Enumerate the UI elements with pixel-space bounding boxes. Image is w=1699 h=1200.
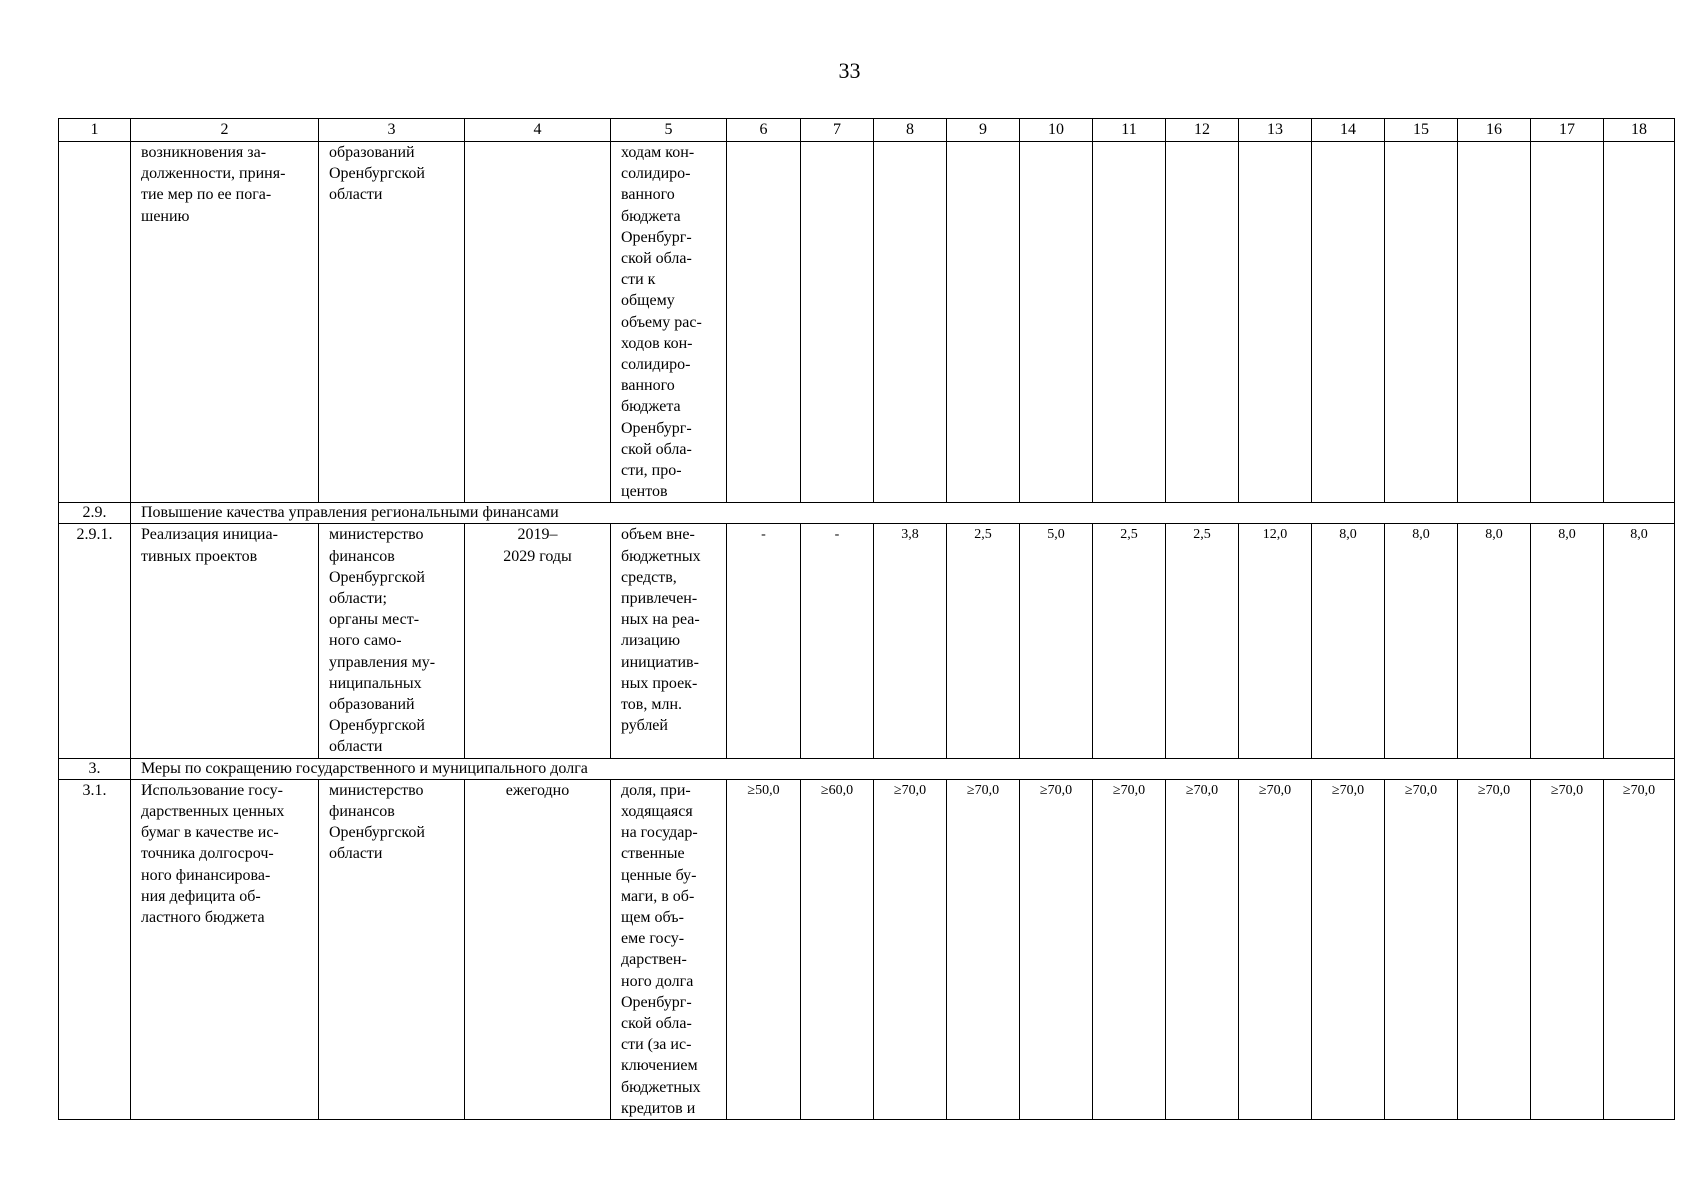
text-line: лизацию [621, 632, 681, 650]
text-line: инициатив- [621, 653, 699, 671]
column-number: 13 [1239, 119, 1312, 142]
text-line: солидиро- [621, 356, 691, 374]
row-number [59, 142, 131, 503]
column-number: 18 [1604, 119, 1675, 142]
section-title: Повышение качества управления региональными финансами [131, 503, 1675, 524]
period [465, 142, 611, 503]
text-line: еме госу- [621, 930, 685, 948]
text-line: 2029 годы [503, 547, 572, 565]
text-line: ного финансирова- [141, 866, 271, 884]
text-line: бюджетных [621, 1078, 701, 1096]
indicator-value [874, 142, 947, 503]
column-number: 3 [319, 119, 465, 142]
text-line: доля, при- [621, 781, 691, 799]
text-line: ходов кон- [621, 334, 693, 352]
indicator-value: - [801, 524, 874, 758]
table-row [59, 142, 1675, 503]
column-number: 10 [1020, 119, 1093, 142]
column-number: 5 [611, 119, 727, 142]
indicator-value [1020, 142, 1093, 503]
indicator [611, 779, 727, 1119]
text-line: органы мест- [329, 611, 420, 629]
text-line: ного само- [329, 632, 402, 650]
text-line: средств, [621, 568, 677, 586]
text-line: области [329, 186, 383, 204]
column-number: 6 [727, 119, 801, 142]
text-line: бюджета [621, 398, 681, 416]
column-number: 9 [947, 119, 1020, 142]
text-line: ской обла- [621, 1014, 692, 1032]
indicator-value: ≥70,0 [1604, 779, 1675, 1119]
text-line: тие мер по ее пога- [141, 186, 272, 204]
row-number: 2.9.1. [59, 524, 131, 758]
indicator-value: ≥70,0 [1385, 779, 1458, 1119]
indicator-value [1385, 142, 1458, 503]
text-line: общему [621, 292, 675, 310]
column-number: 4 [465, 119, 611, 142]
indicator-value: 5,0 [1020, 524, 1093, 758]
indicator-value [727, 142, 801, 503]
period [465, 524, 611, 758]
text-line: Оренбург- [621, 419, 692, 437]
page-number: 33 [838, 58, 861, 83]
text-line: Оренбург- [621, 228, 692, 246]
text-line: сти (за ис- [621, 1036, 692, 1054]
indicator-value: 2,5 [1093, 524, 1166, 758]
indicator-value: 8,0 [1385, 524, 1458, 758]
text-line: ходам кон- [621, 144, 695, 161]
text-line: области [329, 738, 383, 756]
text-line: ской обла- [621, 440, 692, 458]
text-line: управления му- [329, 653, 436, 671]
text-line: образований [329, 144, 415, 161]
text-line: шению [141, 207, 190, 225]
indicator-value: ≥70,0 [1312, 779, 1385, 1119]
indicator-value [1239, 142, 1312, 503]
column-number: 16 [1458, 119, 1531, 142]
text-line: ключением [621, 1057, 698, 1075]
executor [319, 524, 465, 758]
indicator-value: - [727, 524, 801, 758]
text-line: министерство [329, 526, 424, 544]
indicator-value: 8,0 [1604, 524, 1675, 758]
executor [319, 142, 465, 503]
text-line: привлечен- [621, 590, 698, 608]
section-row [59, 503, 1675, 524]
column-number: 17 [1531, 119, 1604, 142]
text-line: ных на реа- [621, 611, 700, 629]
text-line: ственные [621, 845, 685, 863]
indicator-value: ≥50,0 [727, 779, 801, 1119]
indicator-value: ≥70,0 [874, 779, 947, 1119]
indicator-value: ≥70,0 [1093, 779, 1166, 1119]
section-title: Меры по сокращению государственного и муниципального долга [131, 758, 1675, 779]
text-line: объему рас- [621, 313, 702, 331]
indicator-value [1093, 142, 1166, 503]
text-line: области [329, 845, 383, 863]
text-line: ценные бу- [621, 866, 697, 884]
text-line: ванного [621, 377, 675, 395]
indicator-value [947, 142, 1020, 503]
text-line: солидиро- [621, 165, 691, 183]
text-line: ходящаяся [621, 802, 693, 820]
text-line: Оренбургской [329, 568, 425, 586]
text-line: ного долга [621, 972, 694, 990]
indicator [611, 142, 727, 503]
text-line: 2019– [517, 526, 558, 544]
text-line: ниципальных [329, 674, 422, 692]
section-row [59, 758, 1675, 779]
text-line: ластного бюджета [141, 908, 265, 926]
indicator-value [1604, 142, 1675, 503]
indicator-value: 8,0 [1458, 524, 1531, 758]
table-row [59, 779, 1675, 1119]
text-line: объем вне- [621, 526, 695, 544]
indicator [611, 524, 727, 758]
text-line: возникновения за- [141, 144, 267, 161]
column-number: 14 [1312, 119, 1385, 142]
indicator-value: ≥70,0 [1020, 779, 1093, 1119]
text-line: сти, про- [621, 462, 682, 480]
text-line: финансов [329, 802, 395, 820]
indicator-value [1458, 142, 1531, 503]
text-line: дарствен- [621, 951, 687, 969]
period [465, 779, 611, 1119]
text-line: маги, в об- [621, 887, 695, 905]
indicator-value: 8,0 [1531, 524, 1604, 758]
text-line: бюджетных [621, 547, 701, 565]
column-number: 15 [1385, 119, 1458, 142]
indicator-value [1531, 142, 1604, 503]
text-line: рублей [621, 717, 668, 735]
column-number: 7 [801, 119, 874, 142]
text-line: ской обла- [621, 250, 692, 268]
indicator-value: ≥70,0 [1458, 779, 1531, 1119]
indicator-value: 8,0 [1312, 524, 1385, 758]
text-line: Оренбургской [329, 717, 425, 735]
text-line: центов [621, 483, 668, 501]
text-line: сти к [621, 271, 656, 289]
column-numbers-row [59, 119, 1675, 142]
text-line: Оренбургской [329, 824, 425, 842]
indicator-value: 2,5 [947, 524, 1020, 758]
indicator-value: 3,8 [874, 524, 947, 758]
text-line: министерство [329, 781, 424, 799]
measure-name [131, 524, 319, 758]
column-number: 8 [874, 119, 947, 142]
text-line: Реализация инициа- [141, 526, 278, 544]
column-number: 12 [1166, 119, 1239, 142]
measure-name [131, 779, 319, 1119]
indicator-value [1166, 142, 1239, 503]
indicator-value [801, 142, 874, 503]
indicator-value: ≥70,0 [1239, 779, 1312, 1119]
executor [319, 779, 465, 1119]
indicator-value: ≥70,0 [947, 779, 1020, 1119]
column-number: 2 [131, 119, 319, 142]
text-line: бумаг в качестве ис- [141, 824, 279, 842]
text-line: кредитов и [621, 1099, 696, 1117]
section-number: 2.9. [59, 503, 131, 524]
indicator-value: 12,0 [1239, 524, 1312, 758]
text-line: ния дефицита об- [141, 887, 261, 905]
text-line: дарственных ценных [141, 802, 285, 820]
table-row [59, 524, 1675, 758]
text-line: области; [329, 590, 387, 608]
measure-name [131, 142, 319, 503]
text-line: ных проек- [621, 674, 698, 692]
text-line: финансов [329, 547, 395, 565]
column-number: 1 [59, 119, 131, 142]
indicator-value: ≥60,0 [801, 779, 874, 1119]
text-line: образований [329, 696, 415, 714]
measures-table [58, 118, 1675, 1120]
text-line: точника долгосроч- [141, 845, 274, 863]
text-line: ежегодно [505, 781, 570, 799]
text-line: тов, млн. [621, 696, 683, 714]
text-line: ванного [621, 186, 675, 204]
row-number: 3.1. [59, 779, 131, 1119]
indicator-value: 2,5 [1166, 524, 1239, 758]
text-line: Использование госу- [141, 781, 283, 799]
text-line: бюджета [621, 207, 681, 225]
text-line: долженности, приня- [141, 165, 286, 183]
indicator-value: ≥70,0 [1166, 779, 1239, 1119]
indicator-value: ≥70,0 [1531, 779, 1604, 1119]
text-line: щем объ- [621, 908, 684, 926]
text-line: тивных проектов [141, 547, 258, 565]
text-line: Оренбургской [329, 165, 425, 183]
section-number: 3. [59, 758, 131, 779]
text-line: на государ- [621, 824, 698, 842]
indicator-value [1312, 142, 1385, 503]
text-line: Оренбург- [621, 993, 692, 1011]
column-number: 11 [1093, 119, 1166, 142]
